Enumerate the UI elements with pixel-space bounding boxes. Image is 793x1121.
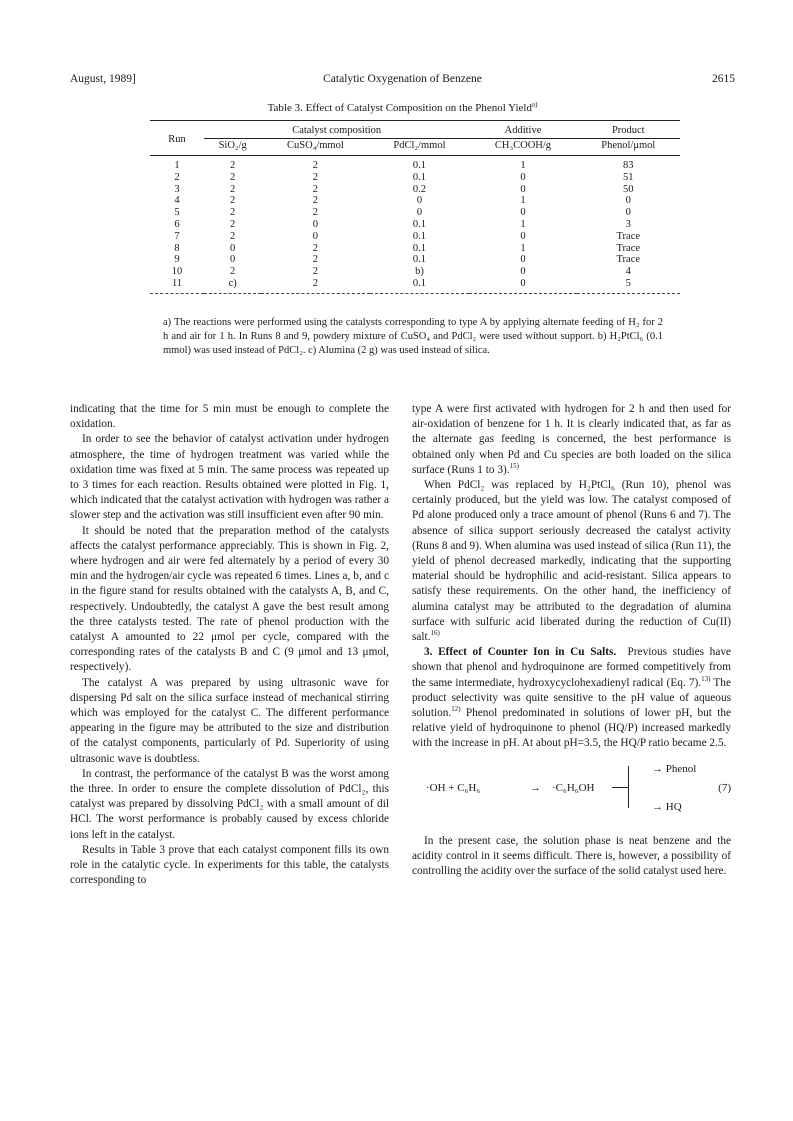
table-cell: 0 bbox=[469, 278, 576, 293]
equation-intermediate: ·C₆H₆OH bbox=[552, 781, 595, 794]
paragraph: indicating that the time for 5 min must be enough to complete the oxidation. bbox=[70, 403, 389, 431]
equation-number: (7) bbox=[718, 781, 731, 794]
table-cell: Trace bbox=[616, 254, 641, 266]
table-cell: 0.1 bbox=[412, 254, 427, 266]
table-cell: 51 bbox=[623, 171, 634, 183]
table-cell: b) bbox=[415, 266, 424, 278]
table-cell: 4 bbox=[625, 266, 631, 278]
paragraph: 3. Effect of Counter Ion in Cu Salts. Previous studies have shown that phenol and hydroquinone are formed competitively from the same intermediate, hydroxycyclohexadienyl radical (Eq. 7).$^{13)}$ The product selectivity was quite sensitive to the pH value of aqueous solution.$^{12)}$ Phenol predominated in solutions of lower pH, but the relative yield of hydroquinone to phenol (HQ/P) increased markedly with the increase in pH. At about pH=3.5, the HQ/P ratio became 2.5. bbox=[412, 646, 731, 750]
table-cell: 2 bbox=[312, 207, 319, 219]
running-header bbox=[70, 73, 735, 89]
table-cell: 0 bbox=[230, 242, 236, 254]
reference-marker: 13) bbox=[701, 674, 711, 683]
table-cell: 2 bbox=[312, 171, 319, 183]
table-cell: 0 bbox=[416, 207, 423, 219]
table-cell: 2 bbox=[312, 183, 319, 195]
table-cell: 1 bbox=[174, 160, 180, 171]
equation-7 bbox=[412, 762, 731, 822]
table-cell: 2 bbox=[312, 266, 319, 278]
col-header: Phenol/μmol bbox=[577, 139, 680, 156]
table-cell: 0.1 bbox=[412, 171, 427, 183]
table-cell: 0 bbox=[230, 254, 236, 266]
paragraph: Results in Table 3 prove that each catalyst component fills its own role in the catalytic cycle. In experiments for this table, the catalysts corresponding to bbox=[70, 843, 389, 887]
equation-branch-bar bbox=[628, 766, 629, 808]
table-3 bbox=[150, 120, 680, 294]
table-cell: 0 bbox=[625, 195, 631, 207]
table-cell: 2 bbox=[230, 230, 236, 242]
table-row bbox=[150, 184, 680, 196]
table-row bbox=[150, 172, 680, 184]
reference-marker: 15) bbox=[509, 462, 519, 471]
table-cell: 2 bbox=[230, 160, 236, 171]
equation-arrow: → bbox=[530, 781, 541, 794]
table-cell: 0.1 bbox=[412, 230, 427, 242]
table-cell: 0 bbox=[520, 230, 526, 242]
table-cell: 50 bbox=[623, 183, 634, 195]
table-cell: 8 bbox=[174, 242, 180, 254]
header-title: Catalytic Oxygenation of Benzene bbox=[323, 73, 482, 85]
table-cell: 7 bbox=[174, 230, 180, 242]
col-header: PdCl₂/mmol bbox=[370, 139, 470, 156]
table-cell: 9 bbox=[174, 254, 180, 266]
header-run: Run bbox=[150, 121, 204, 156]
paragraph: In contrast, the performance of the catalyst B was the worst among the three. In order to ensure the complete dissolution of PdCl₂, this catalyst was prepared by dissolving PdCl₂ with a small amount of dil HCl. The worst performance is probably caused by excess chloride ions left in the catalyst. bbox=[70, 767, 389, 841]
table-cell: 0.1 bbox=[412, 218, 427, 230]
table-row bbox=[150, 254, 680, 266]
table-cell: 2 bbox=[230, 207, 236, 219]
table-cell: 2 bbox=[230, 195, 236, 207]
reference-marker: 16) bbox=[430, 629, 440, 638]
table-cell: 2 bbox=[230, 183, 236, 195]
table-cell: 0 bbox=[312, 230, 319, 242]
paragraph: type A were first activated with hydrogen for 2 h and then used for air-oxidation of benzene for 1 h. It is clearly indicated that, as far as the alternate gas feeding is concerned, the best performance is obtained only when Pd and Cu species are both loaded on the silica surface (Runs 1 to 3).$^{15)}$ bbox=[412, 403, 731, 476]
table-cell: 5 bbox=[577, 278, 680, 293]
table-cell: 2 bbox=[230, 171, 236, 183]
right-column bbox=[412, 402, 731, 879]
section-heading: 3. Effect of Counter Ion in Cu Salts. bbox=[424, 646, 617, 659]
table-cell: 1 bbox=[520, 195, 526, 207]
header-catalyst-composition: Catalyst composition bbox=[204, 121, 469, 139]
table-row bbox=[150, 231, 680, 243]
table-cell: 2 bbox=[230, 218, 236, 230]
table-cell: Trace bbox=[616, 242, 641, 254]
table-row bbox=[150, 243, 680, 255]
table-cell: 0 bbox=[625, 207, 631, 219]
table-cell: 83 bbox=[623, 160, 634, 171]
equation-product-phenol: → Phenol bbox=[652, 762, 697, 775]
table-cell: 2 bbox=[312, 195, 319, 207]
table-row bbox=[150, 266, 680, 278]
equation-lhs: ·OH + C₆H₆ bbox=[426, 781, 481, 794]
table-row bbox=[150, 278, 680, 293]
table-cell: 6 bbox=[174, 218, 180, 230]
paragraph: The catalyst A was prepared by using ultrasonic wave for dispersing Pd salt on the silica surface instead of mechanical stirring which was employed for the catalyst C. The different performance appearing in the figure may be attributed to the size and distribution of the catalyst components, particularly of Pd. Superiority of using ultrasonic wave is doubtless. bbox=[70, 676, 389, 765]
table-cell: 0 bbox=[520, 183, 526, 195]
table-cell: 0 bbox=[312, 218, 319, 230]
header-product: Product bbox=[577, 121, 680, 139]
caption-footnote-marker: a) bbox=[531, 100, 538, 109]
header-date: August, 1989] bbox=[70, 73, 136, 85]
table-footnotes: a) The reactions were performed using the catalysts corresponding to type A by applying alternate feeding of H₂ for 2 h and air for 1 h. In Runs 8 and 9, powdery mixture of CuSO₄ and PdCl₂ were used without support. b) H₂PtCl₆ (0.1 mmol) was used instead of PdCl₂. c) Alumina (2 g) was used instead of silica. bbox=[163, 317, 663, 356]
col-header: CH₃COOH/g bbox=[469, 139, 576, 156]
table-cell: 0 bbox=[520, 266, 526, 278]
paragraph: When PdCl₂ was replaced by H₂PtCl₆ (Run 10), phenol was certainly produced, but the yield was low. The catalyst composed of Pd alone produced only a trace amount of phenol (Runs 6 and 7). The absence of silica support seriously decreased the catalyst activity (Runs 8 and 9). When alumina was used instead of silica (Run 11), the yield of phenol decreased markedly, indicating that the supporting material should be hydrophilic and acid-resistant. Silica appears to satisfy these requirements. On the other hand, the inefficiency of alumina catalyst may be attributed to the degradation of alumina surface with sulfuric acid liberated during the reduction of Cu(II) salt.$^{16)}$ bbox=[412, 479, 731, 644]
table-cell: 0.2 bbox=[412, 183, 427, 195]
table-cell: 5 bbox=[174, 207, 180, 219]
table-cell: c) bbox=[204, 278, 261, 293]
table-cell: 2 bbox=[312, 242, 319, 254]
table-caption: Table 3. Effect of Catalyst Composition on the Phenol Yield$^{a)}$ bbox=[267, 100, 538, 114]
left-column bbox=[70, 402, 389, 889]
table-cell: 3 bbox=[174, 183, 180, 195]
table-cell: 2 bbox=[174, 171, 180, 183]
table-row bbox=[150, 156, 680, 172]
paragraph: It should be noted that the preparation method of the catalysts affects the catalyst performance appreciably. This is shown in Fig. 2, where hydrogen and air were fed alternately by a period of every 30 min and the hydrogen/air cycle was repeated 6 times. Lines a, b, and c in the figure stand for results obtained with the catalysts A, B, and C, respectively. Undoubtedly, the catalyst A gave the best result among the three catalysts tested. The rate of phenol production with the catalyst A amounted to 22 μmol per cycle, compared with the corresponding rates of the catalysts B and C (9 μmol and 13 μmol, respectively). bbox=[70, 524, 389, 674]
paragraph: In the present case, the solution phase is neat benzene and the acidity control in it seems difficult. There is, however, a possibility of controlling the acidity over the surface of the solid catalyst used here. bbox=[412, 834, 731, 878]
table-cell: 2 bbox=[230, 266, 236, 278]
table-cell: 1 bbox=[520, 218, 526, 230]
table-cell: 0 bbox=[520, 171, 526, 183]
table-cell: 3 bbox=[625, 218, 631, 230]
table-cell: 0 bbox=[520, 207, 526, 219]
table-cell: 0 bbox=[416, 195, 423, 207]
page-number: 2615 bbox=[712, 73, 735, 85]
table-cell: 10 bbox=[171, 266, 183, 278]
table-cell: 2 bbox=[312, 254, 319, 266]
table-cell: 4 bbox=[174, 195, 180, 207]
table-cell: 0 bbox=[520, 254, 526, 266]
col-header: SiO₂/g bbox=[204, 139, 261, 156]
paragraph: In order to see the behavior of catalyst activation under hydrogen atmosphere, the time of hydrogen treatment was varied while the oxidation time was fixed at 5 min. The same process was repeated up to 3 times for each reaction. Results obtained were plotted in Fig. 1, which indicated that the catalyst activation with hydrogen was rather a slower step and the activation was still insufficient even after 90 min. bbox=[70, 433, 389, 522]
table-cell: 11 bbox=[150, 278, 204, 293]
equation-branch-line bbox=[612, 787, 628, 788]
table-cell: 0.1 bbox=[412, 242, 427, 254]
equation-product-hq: → HQ bbox=[652, 800, 682, 813]
table-cell: 2 bbox=[261, 278, 369, 293]
table-cell: 1 bbox=[520, 160, 526, 171]
table-cell: 0.1 bbox=[412, 160, 427, 171]
table-cell: 0.1 bbox=[370, 278, 470, 293]
table-row bbox=[150, 195, 680, 207]
table-row bbox=[150, 207, 680, 219]
table-cell: Trace bbox=[616, 230, 641, 242]
col-header: CuSO₄/mmol bbox=[261, 139, 369, 156]
reference-marker: 12) bbox=[451, 705, 461, 714]
table-row bbox=[150, 219, 680, 231]
header-additive: Additive bbox=[469, 121, 576, 139]
table-cell: 2 bbox=[312, 160, 319, 171]
table-cell: 1 bbox=[520, 242, 526, 254]
